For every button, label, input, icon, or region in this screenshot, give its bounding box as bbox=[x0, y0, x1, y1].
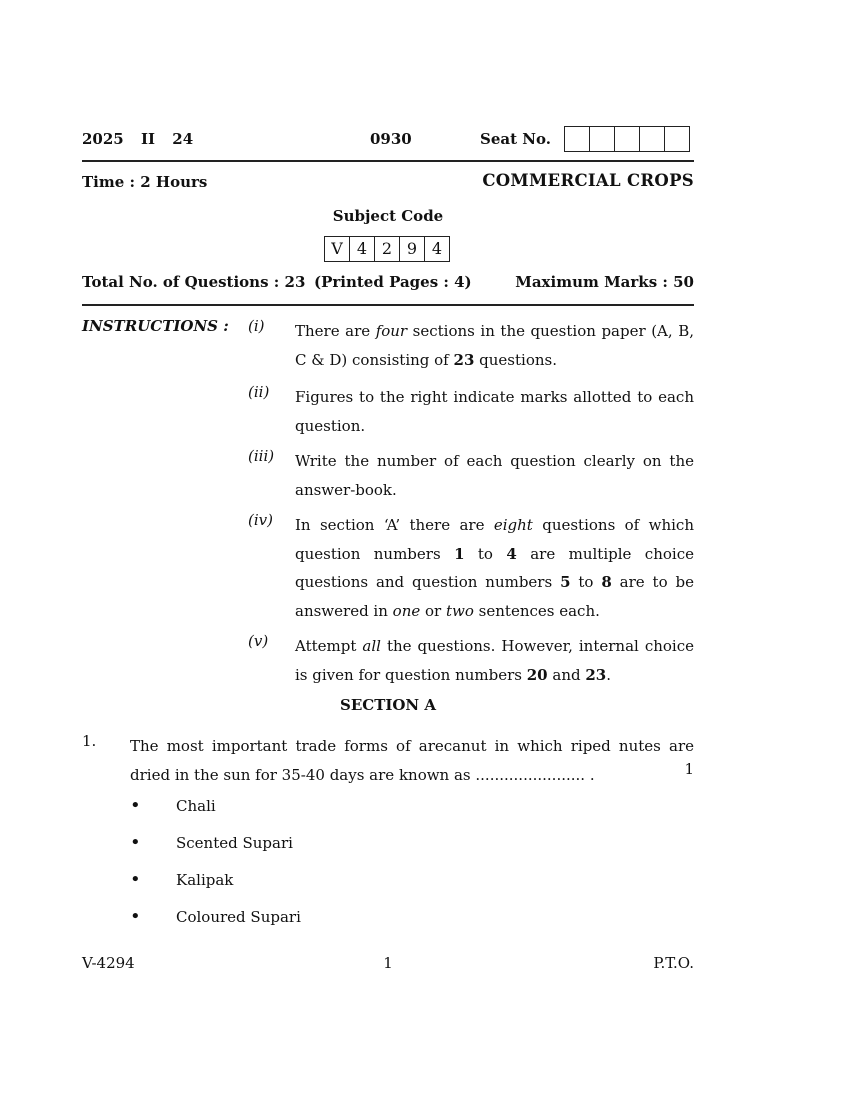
section-title: SECTION A bbox=[339, 696, 437, 714]
option-text: Scented Supari bbox=[176, 834, 293, 852]
page-number: 1 bbox=[383, 954, 393, 972]
instruction-text: In section ‘A’ there are eight questions of which question numbers 1 to 4 are multiple choice questions and question numbers 5 to 8 are to be answered in one or two sentences each. bbox=[295, 516, 694, 620]
divider bbox=[82, 160, 694, 162]
option-text: Coloured Supari bbox=[176, 908, 301, 926]
subject-code-char: V bbox=[325, 237, 350, 261]
footer-code: V-4294 bbox=[82, 954, 135, 972]
paper-code: 0930 bbox=[370, 130, 412, 148]
bullet-icon: • bbox=[130, 795, 141, 816]
bullet-icon: • bbox=[130, 906, 141, 927]
printed-pages: (Printed Pages : 4) bbox=[314, 273, 472, 291]
instructions-label: INSTRUCTIONS : bbox=[82, 317, 229, 335]
option-text: Chali bbox=[176, 797, 216, 815]
divider bbox=[82, 304, 694, 306]
please-turn-over: P.T.O. bbox=[653, 954, 694, 972]
subject-title: COMMERCIAL CROPS bbox=[482, 171, 694, 190]
subject-code-label: Subject Code bbox=[332, 207, 444, 225]
instruction-text: Attempt all the questions. However, internal choice is given for question numbers 20 and 23. bbox=[295, 637, 695, 684]
instruction-text: There are four sections in the question paper (A, B, C & D) consisting of 23 questions. bbox=[295, 322, 694, 369]
year: 2025 bbox=[82, 130, 124, 148]
instruction-number: (iv) bbox=[248, 511, 273, 529]
session: II bbox=[140, 130, 156, 148]
paper-id bbox=[82, 130, 205, 148]
subject-code-char: 9 bbox=[400, 237, 425, 261]
bullet-icon: • bbox=[130, 869, 141, 890]
option-text: Kalipak bbox=[176, 871, 234, 889]
instruction-text: Write the number of each question clearly on the answer-book. bbox=[295, 452, 694, 499]
seat-box[interactable] bbox=[590, 127, 615, 151]
question-text: The most important trade forms of arecanut in which riped nutes are dried in the sun for 35-40 days are known as ....................... . bbox=[130, 737, 694, 784]
question-marks: 1 bbox=[684, 760, 694, 778]
seat-box[interactable] bbox=[640, 127, 665, 151]
question-number: 1. bbox=[82, 732, 97, 750]
instruction-number: (i) bbox=[248, 317, 265, 335]
seat-number-boxes bbox=[564, 126, 690, 152]
seat-number-label: Seat No. bbox=[480, 130, 551, 148]
subject-code-char: 4 bbox=[350, 237, 375, 261]
instruction-number: (ii) bbox=[248, 383, 270, 401]
maximum-marks: Maximum Marks : 50 bbox=[515, 273, 694, 291]
total-questions: Total No. of Questions : 23 bbox=[82, 273, 306, 291]
subject-code-char: 4 bbox=[431, 239, 443, 258]
instruction-number: (v) bbox=[248, 632, 269, 650]
seat-box[interactable] bbox=[565, 127, 590, 151]
seat-box[interactable] bbox=[615, 127, 640, 151]
subject-code-boxes bbox=[324, 236, 450, 262]
bullet-icon: • bbox=[130, 832, 141, 853]
subject-code-char: 2 bbox=[375, 237, 400, 261]
instruction-text: Figures to the right indicate marks allotted to each question. bbox=[295, 388, 694, 435]
seat-box[interactable] bbox=[665, 127, 689, 151]
paper-number: 24 bbox=[172, 130, 194, 148]
instruction-number: (iii) bbox=[248, 447, 275, 465]
question-paper-page bbox=[82, 0, 694, 1100]
time-allowed: Time : 2 Hours bbox=[82, 173, 208, 191]
